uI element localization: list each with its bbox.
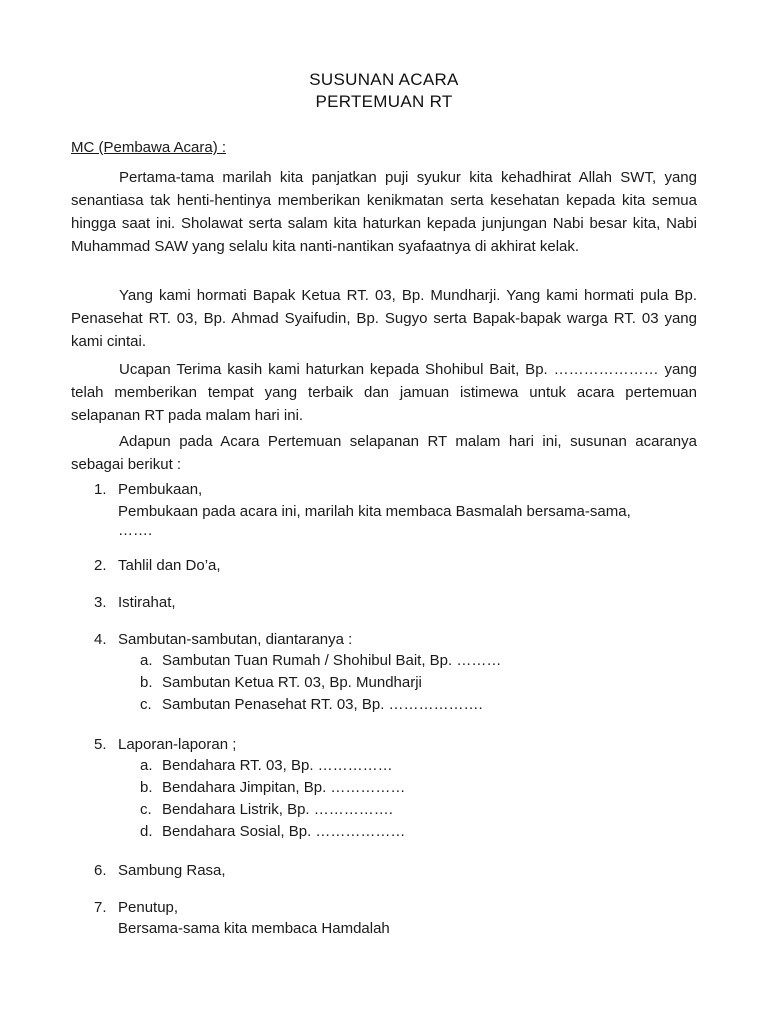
agenda-number: 6.	[94, 862, 107, 879]
agenda-title: Sambung Rasa,	[118, 862, 226, 879]
agenda-number: 2.	[94, 557, 107, 574]
sub-letter: d.	[140, 823, 153, 840]
agenda-number: 1.	[94, 481, 107, 498]
agenda-title: Tahlil dan Do’a,	[118, 557, 221, 574]
agenda-title: Sambutan-sambutan, diantaranya :	[118, 631, 353, 648]
agenda-number: 3.	[94, 594, 107, 611]
paragraph-thanks: Ucapan Terima kasih kami haturkan kepada Shohibul Bait, Bp. ………………… yang telah memberikan tempat yang terbaik dan jamuan istimewa untuk acara pertemuan selapanan RT pada malam hari ini.	[71, 361, 697, 424]
sub-text: Bendahara Sosial, Bp. ………………	[162, 823, 406, 840]
paragraph-greetings: Yang kami hormati Bapak Ketua RT. 03, Bp. Mundharji. Yang kami hormati pula Bp. Penasehat RT. 03, Bp. Ahmad Syaifudin, Bp. Sugyo serta Bapak-bapak warga RT. 03 yang kami cintai.	[71, 287, 697, 350]
mc-label: MC (Pembawa Acara) :	[71, 139, 227, 156]
agenda-detail: Bersama-sama kita membaca Hamdalah	[118, 920, 390, 937]
document-title: SUSUNAN ACARA	[309, 70, 459, 89]
sub-text: Bendahara Listrik, Bp. …………….	[162, 801, 393, 818]
agenda-title: Pembukaan,	[118, 481, 203, 498]
paragraph-opening: Pertama-tama marilah kita panjatkan puji syukur kita kehadhirat Allah SWT, yang senantiasa tak henti-hentinya memberikan kenikmatan serta kesehatan kepada kita semua hingga saat ini. Sholawat serta salam kita haturkan kepada junjungan Nabi besar kita, Nabi Muhammad SAW yang selalu kita nanti-nantikan syafaatnya di akhirat kelak.	[71, 169, 697, 255]
agenda-detail: Pembukaan pada acara ini, marilah kita membaca Basmalah bersama-sama,	[118, 503, 631, 520]
sub-letter: c.	[140, 801, 152, 818]
sub-text: Sambutan Tuan Rumah / Shohibul Bait, Bp. ………	[162, 652, 502, 669]
agenda-detail-dots: …….	[118, 522, 153, 539]
agenda-number: 4.	[94, 631, 107, 648]
sub-text: Sambutan Penasehat RT. 03, Bp. ……………….	[162, 696, 483, 713]
document-subtitle: PERTEMUAN RT	[315, 92, 453, 111]
sub-letter: a.	[140, 652, 153, 669]
sub-letter: b.	[140, 674, 153, 691]
sub-letter: a.	[140, 757, 153, 774]
agenda-title: Penutup,	[118, 899, 179, 916]
agenda-title: Laporan-laporan ;	[118, 736, 237, 753]
agenda-number: 5.	[94, 736, 107, 753]
sub-letter: c.	[140, 696, 152, 713]
sub-text: Sambutan Ketua RT. 03, Bp. Mundharji	[162, 674, 422, 691]
sub-text: Bendahara RT. 03, Bp. ……………	[162, 757, 393, 774]
paragraph-agenda-intro: Adapun pada Acara Pertemuan selapanan RT malam hari ini, susunan acaranya sebagai berikut :	[71, 433, 697, 473]
sub-text: Bendahara Jimpitan, Bp. ……………	[162, 779, 406, 796]
agenda-title: Istirahat,	[118, 594, 176, 611]
agenda-number: 7.	[94, 899, 107, 916]
sub-letter: b.	[140, 779, 153, 796]
